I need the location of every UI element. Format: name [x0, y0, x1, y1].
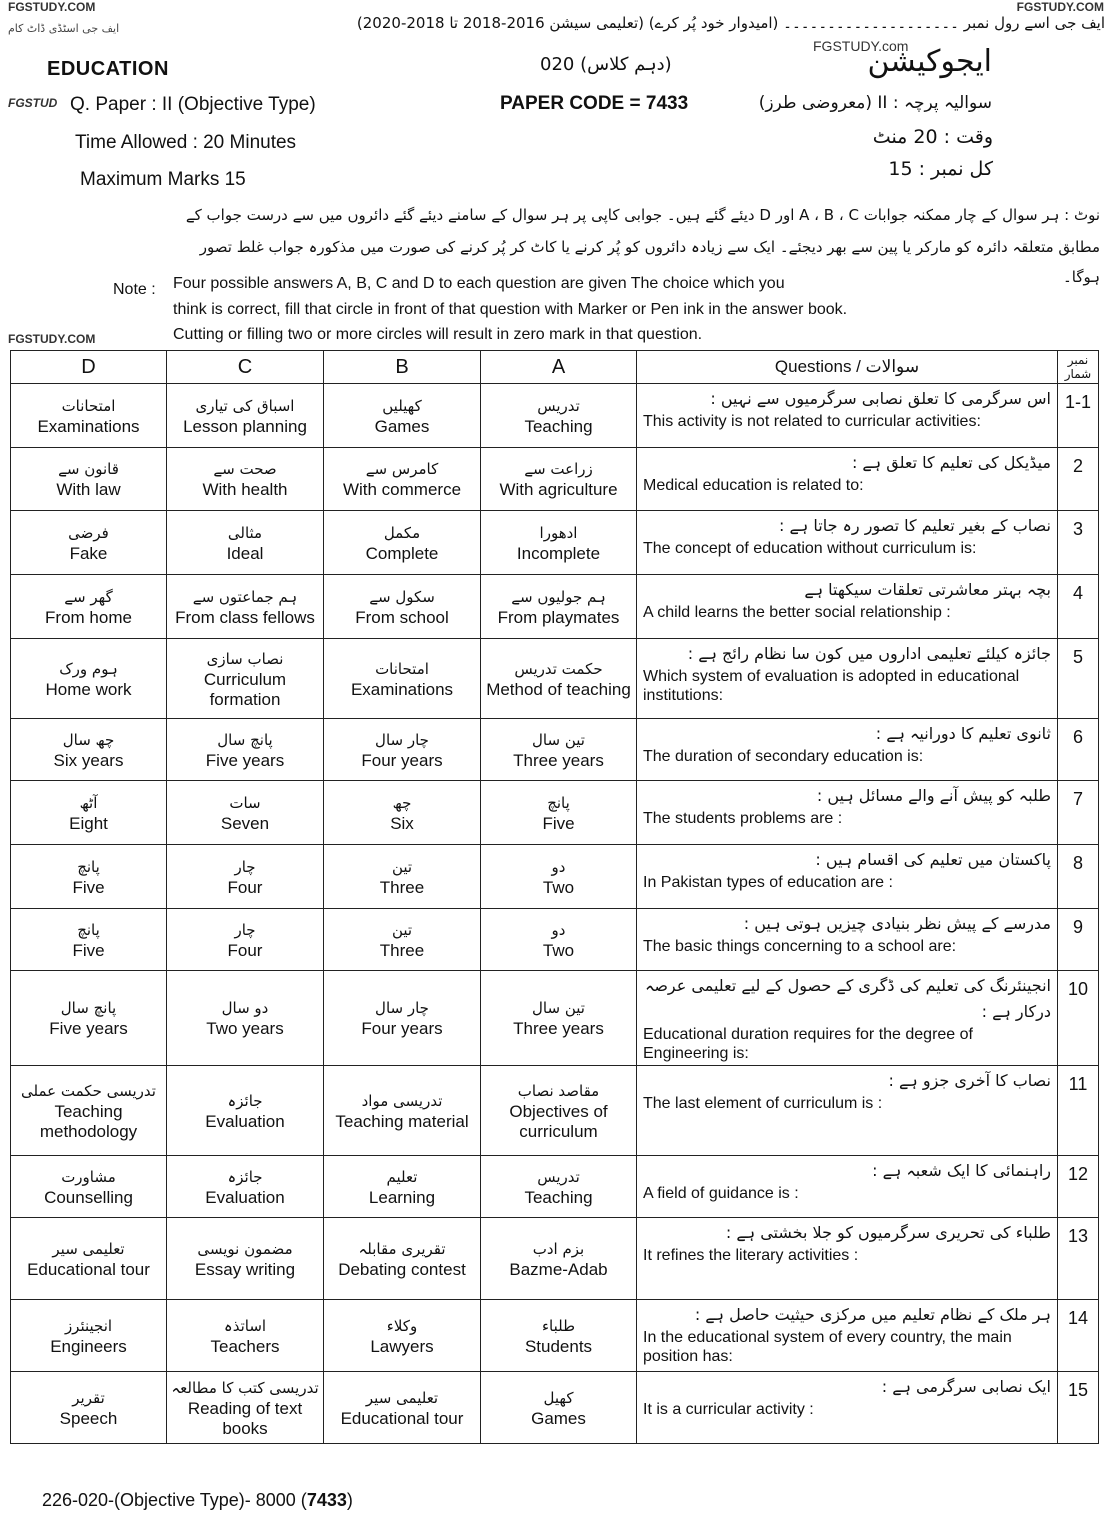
option-b [324, 971, 481, 1066]
question-number: 5 [1058, 639, 1099, 719]
option-a-english: Two [542, 940, 575, 960]
question-urdu: ایک نصابی سرگرمی ہے : [881, 1377, 1051, 1396]
option-b [324, 1066, 481, 1156]
option-d-english: Eight [69, 813, 108, 833]
option-c-english: Lesson planning [183, 416, 307, 436]
option-a [481, 781, 637, 845]
option-b-english: Four years [361, 1019, 443, 1038]
option-c [167, 639, 324, 719]
table-header-row [11, 351, 1099, 384]
option-d-urdu: پانچ سال [60, 999, 117, 1017]
option-c-english: Teachers [210, 1336, 280, 1356]
question-cell [637, 845, 1058, 909]
option-c [167, 1218, 324, 1300]
option-a-english: Teaching [524, 416, 593, 436]
option-c-urdu: مضمون نویسی [197, 1239, 293, 1258]
question-urdu: ہر ملک کے نظام تعلیم میں مرکزی حیثیت حاصل ہے : [694, 1305, 1051, 1324]
footer-code [42, 1490, 353, 1511]
watermark: FGSTUDY.COM [8, 332, 96, 346]
option-a-urdu: زراعت سے [524, 460, 593, 478]
watermark: FGSTUD [8, 96, 58, 110]
column-header-c: C [167, 351, 324, 384]
option-c-urdu: تدریسی کتب کا مطالعہ [171, 1378, 319, 1397]
option-a [481, 1156, 637, 1218]
option-c-english: With health [202, 480, 288, 499]
option-a-english: Five [542, 813, 575, 833]
table-row [11, 1372, 1099, 1444]
question-cell [637, 1300, 1058, 1372]
question-urdu: میڈیکل کی تعلیم کا تعلق ہے : [851, 453, 1051, 472]
question-cell [637, 781, 1058, 845]
question-urdu: نصاب کا آخری جزو ہے : [888, 1071, 1051, 1090]
question-number: 6 [1058, 719, 1099, 781]
option-c-english: Ideal [226, 543, 264, 563]
table-row [11, 448, 1099, 511]
table-row [11, 1300, 1099, 1372]
question-cell [637, 1218, 1058, 1300]
table-row [11, 575, 1099, 639]
option-b-urdu: چھ [392, 793, 412, 812]
column-header-b: B [324, 351, 481, 384]
mcq-table [10, 350, 1099, 1444]
footer-code-bold: 7433 [306, 1490, 347, 1510]
option-c-urdu: ہم جماعتوں سے [192, 587, 298, 606]
option-b-urdu: تین [391, 920, 413, 939]
question-number: 3 [1058, 511, 1099, 575]
table-row [11, 719, 1099, 781]
question-cell [637, 1066, 1058, 1156]
question-cell [637, 639, 1058, 719]
option-c [167, 1300, 324, 1372]
option-b [324, 575, 481, 639]
option-d-urdu: پانچ [77, 857, 100, 876]
option-c [167, 719, 324, 781]
option-c-urdu: نصاب سازی [206, 649, 284, 668]
subject-title-ur: ایجوکیشن [867, 44, 992, 79]
question-urdu: ثانوی تعلیم کا دورانیہ ہے : [875, 724, 1051, 743]
question-english: In Pakistan types of education are : [643, 874, 893, 891]
option-a-english: Incomplete [516, 543, 601, 563]
option-c-english: Evaluation [205, 1111, 285, 1131]
instructions-urdu-line-1: نوٹ : ہر سوال کے چار ممکنہ جوابات A ، B ، C اور D دیئے گئے ہیں۔ جوابی کاپی پر ہر سوال کے سامنے دیئے گئے دائروں میں سے درست جواب کے [185, 206, 1100, 224]
question-english: In the educational system of every country, the main position has: [643, 1329, 1012, 1365]
option-b-english: Games [374, 416, 430, 436]
option-b-urdu: تقریری مقابلہ [358, 1239, 446, 1258]
option-b-english: With commerce [342, 480, 462, 499]
table-row [11, 971, 1099, 1066]
option-b-urdu: امتحانات [375, 659, 429, 678]
option-a [481, 448, 637, 511]
max-marks-ur: کل نمبر : 15 [888, 158, 993, 180]
option-c [167, 1372, 324, 1444]
option-d [11, 1066, 167, 1156]
column-header-d: D [11, 351, 167, 384]
option-a [481, 909, 637, 971]
column-header-number: نمبر شمار [1058, 351, 1099, 384]
question-english: The last element of curriculum is : [643, 1095, 883, 1112]
question-cell [637, 1372, 1058, 1444]
table-row [11, 639, 1099, 719]
question-english: A field of guidance is : [643, 1185, 799, 1202]
option-c-urdu: جائزہ [227, 1091, 263, 1110]
footer-code-suffix: ) [346, 1490, 353, 1510]
option-d-urdu: فرضی [68, 523, 109, 542]
paper-code: PAPER CODE = 7433 [500, 93, 689, 114]
option-d [11, 971, 167, 1066]
option-d-urdu: انجینئرز [64, 1316, 113, 1335]
note-line-3: Cutting or filling two or more circles will result in zero mark in that question. [173, 326, 703, 343]
option-d [11, 845, 167, 909]
question-cell [637, 511, 1058, 575]
option-d [11, 575, 167, 639]
option-a [481, 511, 637, 575]
option-d-english: Counselling [44, 1187, 133, 1207]
question-english: Which system of evaluation is adopted in educational institutions: [643, 668, 1020, 704]
option-c [167, 971, 324, 1066]
option-d-urdu: قانون سے [58, 460, 119, 478]
option-b-urdu: سکول سے [369, 587, 435, 606]
option-b-english: Examinations [350, 679, 454, 699]
option-b [324, 1372, 481, 1444]
option-d-english: Home work [45, 679, 132, 699]
option-a-english: Method of teaching [486, 679, 631, 699]
option-b-urdu: چار سال [375, 730, 429, 749]
option-d-english: Examinations [37, 416, 140, 436]
option-d [11, 511, 167, 575]
option-d-english: Six years [53, 750, 124, 770]
option-d-urdu: چھ سال [62, 730, 115, 749]
option-a-urdu: تدریس [537, 396, 580, 415]
option-a-english: Bazme-Adab [509, 1259, 608, 1279]
option-d-english: Five [72, 940, 105, 960]
option-c-english: Reading of text books [187, 1398, 303, 1438]
option-d [11, 639, 167, 719]
footer-code-prefix: 226-020-(Objective Type)- 8000 ( [42, 1490, 307, 1510]
option-b [324, 448, 481, 511]
question-english: This activity is not related to curricular activities: [643, 413, 981, 430]
option-b [324, 1300, 481, 1372]
option-b [324, 1156, 481, 1218]
option-c-english: Four [227, 877, 263, 897]
option-b-english: Three [379, 877, 425, 897]
option-c-urdu: چار [234, 857, 256, 876]
question-english: The concept of education without curriculum is: [643, 540, 977, 557]
question-urdu: پاکستان میں تعلیم کی اقسام ہیں : [815, 850, 1051, 869]
option-b-urdu: کامرس سے [365, 460, 439, 478]
option-d-urdu: ہوم ورک [59, 659, 118, 678]
option-d [11, 909, 167, 971]
question-number: 12 [1058, 1156, 1099, 1218]
option-b [324, 719, 481, 781]
question-cell [637, 719, 1058, 781]
question-urdu: طلبہ کو پیش آنے والے مسائل ہیں : [816, 786, 1051, 805]
option-d-urdu: آٹھ [79, 793, 98, 812]
option-c-english: From class fellows [175, 607, 315, 627]
option-b-urdu: کھیلیں [382, 396, 422, 415]
question-urdu: راہنمائی کا ایک شعبہ ہے : [872, 1161, 1051, 1180]
question-urdu: مدرسے کے پیش نظر بنیادی چیزیں ہوتی ہیں : [743, 914, 1051, 933]
option-b [324, 845, 481, 909]
option-a [481, 1066, 637, 1156]
option-a-urdu: ہم جولیوں سے [511, 587, 606, 606]
option-a [481, 719, 637, 781]
option-d [11, 1372, 167, 1444]
option-a-urdu: مقاصد نصاب [517, 1081, 600, 1100]
table-row [11, 1218, 1099, 1300]
option-a-english: Three years [513, 750, 604, 770]
option-a [481, 575, 637, 639]
question-number: 2 [1058, 448, 1099, 511]
question-english: The duration of secondary education is: [643, 748, 924, 765]
question-english: Educational duration requires for the degree of Engineering is: [643, 1026, 973, 1062]
option-b-english: Lawyers [370, 1336, 434, 1356]
time-allowed-ur: وقت : 20 منٹ [872, 126, 993, 148]
option-a-english: Two [542, 877, 575, 897]
option-b [324, 639, 481, 719]
option-a-urdu: تدریس [537, 1167, 580, 1186]
option-a-english: From playmates [497, 607, 620, 627]
option-c-urdu: دو سال [221, 999, 269, 1017]
option-a [481, 1218, 637, 1300]
option-b-english: Four years [361, 750, 443, 770]
option-b [324, 384, 481, 448]
note-label: Note : [113, 281, 156, 298]
option-d [11, 1300, 167, 1372]
option-d [11, 781, 167, 845]
option-a-english: Three years [513, 1019, 604, 1038]
max-marks-en: Maximum Marks 15 [80, 169, 246, 190]
question-cell [637, 384, 1058, 448]
question-urdu: بچہ بہتر معاشرتی تعلقات سیکھتا ہے [804, 580, 1051, 599]
option-b-english: Learning [368, 1187, 436, 1207]
option-d [11, 1156, 167, 1218]
option-b-english: Three [379, 940, 425, 960]
table-row [11, 1066, 1099, 1156]
watermark-urdu: ایف جی اسٹڈی ڈاٹ کام [8, 22, 120, 35]
option-a-urdu: تین سال [532, 999, 585, 1017]
question-number: 1-1 [1058, 384, 1099, 448]
table-row [11, 909, 1099, 971]
question-urdu: انجینئرنگ کی تعلیم کی ڈگری کے حصول کے لیے تعلیمی عرصہ درکار ہے : [644, 976, 1051, 1021]
option-d-urdu: امتحانات [61, 396, 116, 415]
table-row [11, 1156, 1099, 1218]
option-d-english: Engineers [50, 1336, 127, 1356]
option-b-english: From school [355, 607, 449, 627]
option-a-english: Games [531, 1408, 586, 1428]
option-d-english: Educational tour [27, 1259, 150, 1279]
question-cell [637, 1156, 1058, 1218]
option-b-english: Six [390, 813, 414, 833]
option-a-english: With agriculture [499, 480, 618, 499]
option-a-english: Teaching [524, 1187, 593, 1207]
question-urdu: نصاب کے بغیر تعلیم کا تصور رہ جاتا ہے : [779, 516, 1051, 535]
option-c [167, 909, 324, 971]
option-d-english: From home [45, 607, 132, 627]
option-a-urdu: تین سال [532, 730, 585, 749]
option-c-urdu: چار [234, 920, 256, 939]
option-d-urdu: تدریسی حکمت عملی [21, 1081, 156, 1100]
option-c-english: Five years [205, 750, 285, 770]
watermark: FGSTUDY.COM [8, 0, 96, 14]
option-a [481, 845, 637, 909]
option-c-english: Evaluation [205, 1187, 285, 1207]
option-a [481, 639, 637, 719]
option-c-english: Four [227, 940, 263, 960]
option-d-english: With law [56, 480, 121, 499]
option-a-urdu: بزم ادب [532, 1239, 585, 1258]
option-b-urdu: تین [391, 857, 413, 876]
question-urdu: طلباء کی تحریری سرگرمیوں کو جلا بخشتی ہے : [725, 1223, 1051, 1242]
table-row [11, 845, 1099, 909]
question-english: It refines the literary activities : [643, 1247, 859, 1264]
question-number: 15 [1058, 1372, 1099, 1444]
option-b-english: Complete [365, 543, 439, 563]
option-b [324, 909, 481, 971]
option-c [167, 1066, 324, 1156]
option-c [167, 575, 324, 639]
option-c-urdu: پانچ سال [217, 730, 273, 749]
option-a-english: Students [524, 1336, 593, 1356]
subject-title-en: EDUCATION [47, 58, 169, 80]
column-header-a: A [481, 351, 637, 384]
option-d [11, 448, 167, 511]
option-c-urdu: سات [229, 793, 261, 812]
option-a [481, 1300, 637, 1372]
option-d-urdu: تقریر [72, 1388, 105, 1407]
option-c [167, 845, 324, 909]
option-c-urdu: مثالی [227, 523, 263, 542]
option-a-urdu: طلباء [541, 1316, 576, 1335]
option-c-urdu: صحت سے [213, 460, 277, 478]
paper-type-ur: سوالیہ پرچہ : II (معروضی طرز) [758, 93, 992, 113]
option-b [324, 511, 481, 575]
option-a [481, 384, 637, 448]
option-b-urdu: تعلیمی سیر [365, 1388, 439, 1407]
question-english: Medical education is related to: [643, 477, 864, 494]
option-d-english: Five [72, 877, 105, 897]
option-b-urdu: تدریسی مواد [361, 1091, 443, 1110]
column-header-questions: Questions / سوالات [637, 351, 1058, 384]
instructions-urdu-line-2: مطابق متعلقہ دائرہ کو مارکر یا پین سے بھر دیجئے۔ ایک سے زیادہ دائروں کو پُر کرنے یا کاٹ کر پُر کرنے کی صورت میں مذکورہ جواب غلط تصور ہوگا۔ [199, 238, 1100, 286]
question-number: 7 [1058, 781, 1099, 845]
option-d-urdu: تعلیمی سیر [52, 1239, 125, 1258]
option-c-english: Two years [206, 1019, 284, 1038]
time-allowed-en: Time Allowed : 20 Minutes [75, 132, 297, 153]
note-line-2: think is correct, fill that circle in front of that question with Marker or Pen ink in the answer book. [173, 301, 848, 318]
option-a-urdu: کھیل [543, 1388, 574, 1407]
class-code: (دہم کلاس) 020 [540, 54, 672, 75]
option-d-urdu: مشاورت [61, 1167, 116, 1186]
question-cell [637, 448, 1058, 511]
option-b-english: Educational tour [340, 1408, 464, 1428]
option-b-urdu: چار سال [375, 999, 429, 1017]
option-a [481, 1372, 637, 1444]
question-number: 11 [1058, 1066, 1099, 1156]
question-english: The basic things concerning to a school are: [643, 938, 957, 955]
option-d-urdu: گھر سے [64, 587, 113, 606]
option-b [324, 1218, 481, 1300]
table-row [11, 384, 1099, 448]
option-d [11, 1218, 167, 1300]
question-english: The students problems are : [643, 810, 843, 827]
paper-type-en: Q. Paper : II (Objective Type) [70, 94, 316, 115]
option-d-english: Teaching methodology [39, 1101, 138, 1141]
option-b-english: Debating contest [338, 1259, 466, 1279]
option-c-urdu: جائزہ [227, 1167, 263, 1186]
option-d-urdu: پانچ [77, 920, 100, 939]
table-row [11, 781, 1099, 845]
table-row [11, 511, 1099, 575]
question-english: It is a curricular activity : [643, 1401, 814, 1418]
question-number: 4 [1058, 575, 1099, 639]
option-c-urdu: اسباق کی تیاری [195, 396, 295, 415]
question-number: 9 [1058, 909, 1099, 971]
question-cell [637, 575, 1058, 639]
option-a-urdu: حکمت تدریس [514, 659, 603, 678]
watermark: FGSTUDY.com [813, 38, 909, 54]
option-c [167, 1156, 324, 1218]
option-a-urdu: دو [551, 857, 566, 876]
option-a-english: Objectives of curriculum [509, 1101, 608, 1141]
option-c-english: Essay writing [194, 1259, 296, 1279]
option-a [481, 971, 637, 1066]
question-urdu: جائزہ کیلئے تعلیمی اداروں میں کون سا نظام رائج ہے : [687, 644, 1051, 663]
question-number: 10 [1058, 971, 1099, 1066]
option-d-english: Speech [59, 1408, 118, 1428]
question-urdu: اس سرگرمی کا تعلق نصابی سرگرمیوں سے نہیں : [710, 389, 1051, 408]
option-a-urdu: پانچ [547, 793, 570, 812]
option-b-english: Teaching material [335, 1111, 469, 1131]
question-english: A child learns the better social relationship : [643, 604, 951, 621]
option-c-urdu: اساتذہ [223, 1316, 267, 1335]
option-b-urdu: مکمل [383, 523, 421, 542]
question-number: 8 [1058, 845, 1099, 909]
option-d-english: Fake [69, 543, 108, 563]
option-b-urdu: تعلیم [386, 1167, 418, 1186]
option-d [11, 384, 167, 448]
question-cell [637, 971, 1058, 1066]
option-a-urdu: دو [551, 920, 566, 939]
watermark: FGSTUDY.COM [1016, 0, 1104, 14]
option-c [167, 448, 324, 511]
question-cell [637, 909, 1058, 971]
option-c [167, 781, 324, 845]
option-d-english: Five years [49, 1019, 128, 1038]
option-a-urdu: ادھورا [539, 523, 578, 542]
option-b [324, 781, 481, 845]
option-c [167, 511, 324, 575]
note-line-1: Four possible answers A, B, C and D to each question are given The choice which you [173, 275, 785, 292]
option-d [11, 719, 167, 781]
roll-number-line: ایف جی اسے رول نمبر ۔۔۔۔۔۔۔۔۔۔۔۔۔۔۔۔۔۔۔۔ (امیدوار خود پُر کرے) (تعلیمی سیشن 2016-2018 تا 2018-2020) [356, 14, 1105, 32]
option-c-english: Curriculum formation [203, 669, 287, 709]
option-c [167, 384, 324, 448]
question-number: 14 [1058, 1300, 1099, 1372]
option-b-urdu: وکلاء [386, 1316, 418, 1335]
option-c-english: Seven [220, 813, 270, 833]
question-number: 13 [1058, 1218, 1099, 1300]
